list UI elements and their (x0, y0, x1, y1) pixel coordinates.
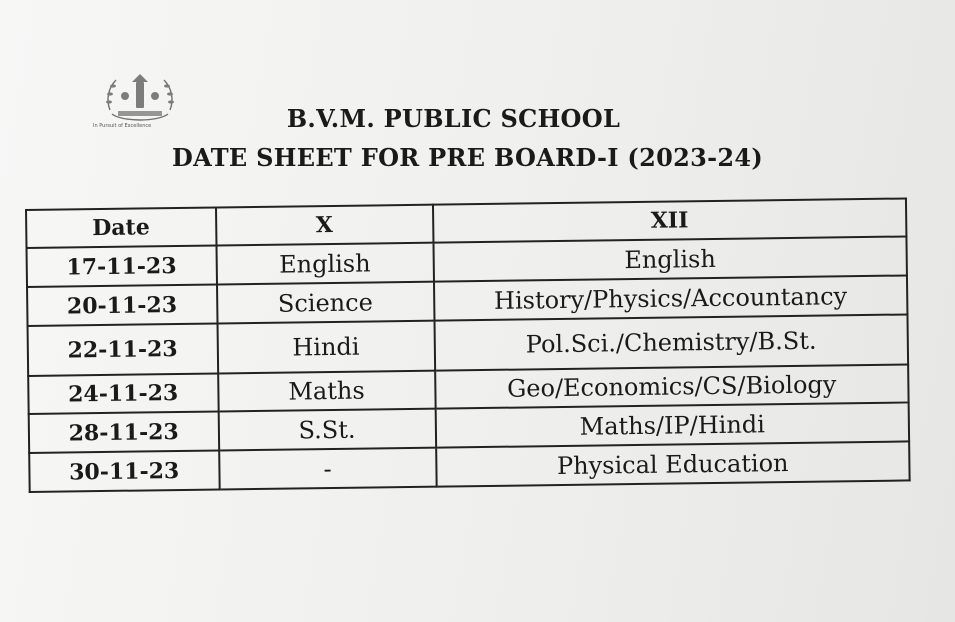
class-xii-subject: Pol.Sci./Chemistry/B.St. (434, 314, 908, 370)
class-xii-subject: Physical Education (436, 441, 910, 486)
class-x-subject: - (219, 448, 437, 490)
class-xii-subject: English (433, 236, 907, 281)
date-cell: 17-11-23 (27, 246, 217, 287)
school-name: B.V.M. PUBLIC SCHOOL (286, 104, 621, 133)
column-header-date: Date (26, 208, 216, 248)
date-cell: 24-11-23 (28, 373, 218, 413)
page-title: DATE SHEET FOR PRE BOARD-I (2023-24) (172, 143, 763, 172)
column-header-class-x: X (215, 205, 433, 246)
class-xii-subject: Maths/IP/Hindi (435, 402, 909, 447)
date-sheet-table (25, 197, 911, 493)
class-xii-subject: History/Physics/Accountancy (434, 275, 908, 320)
date-cell: 30-11-23 (29, 450, 219, 491)
date-cell: 20-11-23 (27, 284, 217, 325)
class-x-subject: S.St. (218, 409, 436, 451)
class-x-subject: English (216, 243, 434, 285)
class-xii-subject: Geo/Economics/CS/Biology (435, 364, 909, 408)
class-x-subject: Science (217, 282, 435, 324)
logo-motto: In Pursuit of Excellence (93, 123, 152, 129)
class-x-subject: Hindi (217, 321, 435, 374)
column-header-class-xii: XII (433, 198, 907, 242)
date-cell: 22-11-23 (28, 323, 218, 375)
class-x-subject: Maths (218, 371, 436, 412)
date-cell: 28-11-23 (29, 411, 219, 452)
